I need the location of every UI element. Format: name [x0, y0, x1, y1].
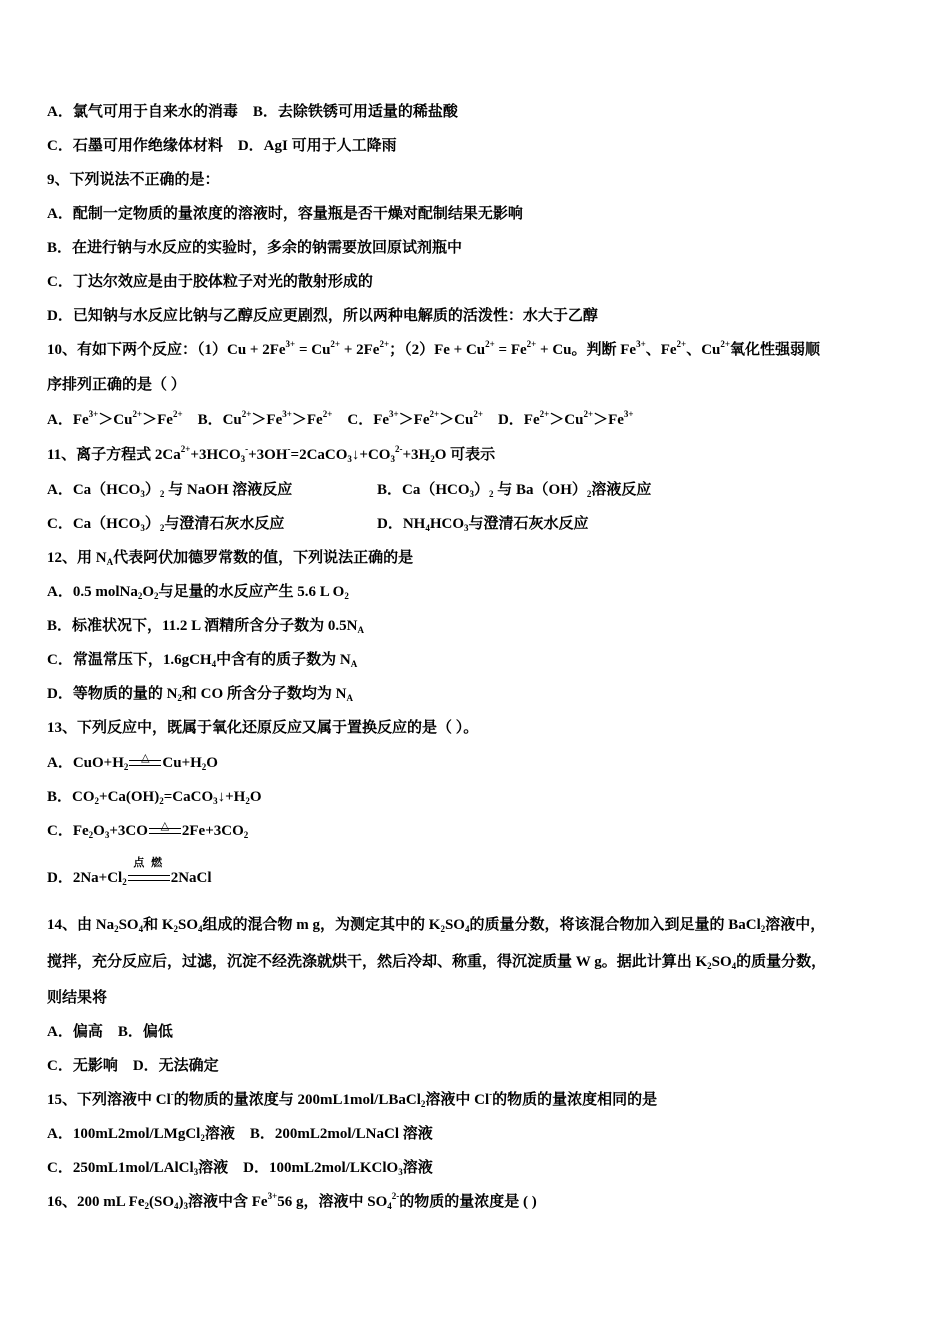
- superscript: 2+: [676, 339, 687, 349]
- text-line: [47, 170, 220, 190]
- text-line: [47, 548, 413, 568]
- text-run: 组成的混合物 m g，为测定其中的 K: [202, 917, 441, 933]
- text-run: 的物质的量浓度是 ( ): [399, 1194, 537, 1210]
- subscript: 4: [464, 924, 470, 934]
- superscript: 2+: [379, 339, 390, 349]
- text-run: C．石墨可用作绝缘体材料 D．AgI 可用于人工降雨: [47, 138, 397, 154]
- subscript: 4: [387, 1201, 392, 1211]
- superscript: 2+: [526, 339, 537, 349]
- subscript: 2: [123, 762, 129, 772]
- text-run: +3H: [402, 447, 431, 463]
- text-run: 和 K: [143, 917, 174, 933]
- subscript: 2: [177, 693, 182, 703]
- text-run: 与足量的水反应产生 5.6 L O: [158, 584, 345, 600]
- text-run: 56 g，溶液中 SO: [277, 1194, 388, 1210]
- text-line: [47, 787, 262, 807]
- option-right: [377, 480, 651, 500]
- text-run: ＞Fe: [593, 412, 624, 428]
- subscript: 3: [347, 454, 352, 464]
- text-line: [47, 684, 353, 704]
- text-run: 氧化性强弱顺: [730, 342, 821, 358]
- superscript: 3+: [389, 409, 399, 419]
- superscript: 2+: [539, 409, 550, 419]
- subscript: A: [106, 557, 114, 567]
- text-line: [47, 204, 523, 224]
- subscript: 2: [440, 924, 445, 934]
- text-run: D．等物质的量的 N: [47, 686, 178, 702]
- subscript: 2: [94, 796, 100, 806]
- subscript: 3: [390, 454, 395, 464]
- text-run: ＞Fe: [142, 412, 173, 428]
- text-run: O: [249, 789, 262, 805]
- text-run: =CaCO: [163, 789, 214, 805]
- text-run: A．100mL2mol/LMgCl: [47, 1126, 201, 1142]
- text-run: A．氯气可用于自来水的消毒 B．去除铁锈可用适量的稀盐酸: [47, 104, 458, 120]
- text-run: SO: [118, 917, 139, 933]
- subscript: 2: [245, 796, 250, 806]
- subscript: 2: [122, 877, 127, 887]
- superscript: 2+: [429, 409, 440, 419]
- subscript: A: [357, 625, 364, 635]
- superscript: -: [287, 444, 291, 454]
- text-run: 16、200 mL Fe: [47, 1194, 145, 1210]
- text-run: D．Fe: [482, 412, 540, 428]
- subscript: 2: [154, 591, 159, 601]
- text-run: ）: [474, 482, 490, 498]
- text-run: D．NH: [377, 516, 426, 532]
- superscript: 2-: [391, 1191, 400, 1201]
- text-run: 中含有的质子数为 N: [216, 652, 351, 668]
- subscript: 2: [114, 924, 119, 934]
- text-run: 与澄清石灰水反应: [164, 516, 285, 532]
- subscript: 4: [198, 924, 203, 934]
- subscript: 2: [159, 523, 165, 533]
- subscript: 4: [138, 924, 144, 934]
- text-line: [47, 1090, 657, 1110]
- subscript: 2: [144, 1201, 149, 1211]
- subscript: 2: [159, 796, 164, 806]
- text-run: 溶液中含 Fe: [188, 1194, 268, 1210]
- superscript: 2+: [241, 409, 252, 419]
- text-run: ＞Cu: [439, 412, 474, 428]
- superscript: 2+: [485, 339, 495, 349]
- text-run: +Ca(OH): [99, 789, 160, 805]
- text-run: Cu+H: [162, 755, 202, 771]
- text-run: C．丁达尔效应是由于胶体粒子对光的散射形成的: [47, 274, 373, 290]
- text-run: A．Ca（HCO: [47, 482, 141, 498]
- text-run: 15、下列溶液中 Cl: [47, 1092, 171, 1108]
- superscript: 2+: [172, 409, 183, 419]
- text-run: A．配制一定物质的量浓度的溶液时，容量瓶是否干燥对配制结果无影响: [47, 206, 523, 222]
- text-run: 的物质的量浓度与 200mL1mol/LBaCl: [173, 1092, 421, 1108]
- text-run: 9、下列说法不正确的是：: [47, 172, 220, 188]
- text-run: SO: [178, 917, 199, 933]
- subscript: 2: [200, 1133, 205, 1143]
- text-run: 溶液 B．200mL2mol/LNaCl 溶液: [204, 1126, 433, 1142]
- superscript: 2+: [330, 339, 341, 349]
- condition-label: 点 燃: [133, 857, 165, 869]
- text-run: D．2Na+Cl: [47, 870, 123, 886]
- text-run: (SO: [149, 1194, 175, 1210]
- double-line: [149, 828, 181, 834]
- text-line: [47, 753, 218, 773]
- text-run: SO: [444, 917, 465, 933]
- subscript: 3: [213, 796, 218, 806]
- text-run: ↓+H: [217, 789, 246, 805]
- text-line: [47, 616, 364, 636]
- text-run: 搅拌，充分反应后，过滤，沉淀不经洗涤就烘干，然后冷却、称重，得沉淀质量 W g。据此计算出 K: [47, 954, 708, 970]
- text-run: 溶液中，: [765, 917, 826, 933]
- subscript: 3: [469, 489, 475, 499]
- superscript: 3+: [282, 409, 292, 419]
- superscript: 2+: [132, 409, 143, 419]
- superscript: 3+: [285, 339, 296, 349]
- text-run: C．Ca（HCO: [47, 516, 141, 532]
- text-run: ）: [144, 516, 160, 532]
- text-run: +3OH: [248, 447, 288, 463]
- superscript: 2+: [583, 409, 594, 419]
- reaction-condition-arrow: [128, 857, 170, 885]
- text-run: C．常温常压下，1.6gCH: [47, 652, 212, 668]
- text-run: 与澄清石灰水反应: [468, 516, 589, 532]
- text-run: +3CO: [109, 823, 148, 839]
- text-run: 、Cu: [686, 342, 721, 358]
- text-line: [47, 915, 825, 935]
- text-run: 的质量分数，: [736, 954, 827, 970]
- text-run: 则结果将: [47, 990, 108, 1006]
- text-line: [47, 857, 212, 888]
- text-run: C．Fe: [332, 412, 390, 428]
- text-run: A．Fe: [47, 412, 89, 428]
- subscript: 2: [489, 489, 494, 499]
- text-line: [47, 306, 598, 326]
- text-run: 10、有如下两个反应：（1）Cu + 2Fe: [47, 342, 286, 358]
- subscript: 4: [211, 659, 217, 669]
- text-line: [47, 821, 248, 841]
- text-run: ；（2）Fe + Cu: [389, 342, 486, 358]
- text-run: ↓+CO: [351, 447, 391, 463]
- text-line: [47, 582, 349, 602]
- text-run: ): [178, 1194, 184, 1210]
- option-right: [377, 514, 589, 534]
- superscript: 3+: [636, 339, 646, 349]
- option-left: [47, 480, 292, 500]
- text-run: A．偏高 B．偏低: [47, 1024, 173, 1040]
- text-line: [47, 952, 826, 972]
- subscript: 2: [201, 762, 207, 772]
- text-run: + Cu。判断 Fe: [536, 342, 637, 358]
- text-line: [47, 718, 478, 738]
- text-run: O: [142, 584, 154, 600]
- text-line: [47, 410, 634, 430]
- subscript: 4: [731, 961, 737, 971]
- subscript: 3: [464, 523, 469, 533]
- text-run: O: [206, 755, 218, 771]
- text-run: 14、由 Na: [47, 917, 115, 933]
- condition-label: △: [160, 820, 170, 832]
- subscript: 2: [159, 489, 165, 499]
- subscript: 2: [173, 924, 179, 934]
- text-run: ＞Fe: [251, 412, 283, 428]
- text-run: 11、离子方程式 2Ca: [47, 447, 181, 463]
- double-line: [128, 875, 170, 881]
- superscript: 2+: [473, 409, 483, 419]
- superscript: -: [489, 1089, 493, 1099]
- subscript: 4: [174, 1201, 179, 1211]
- text-line: [47, 1022, 173, 1042]
- superscript: -: [245, 444, 249, 454]
- text-run: 序排列正确的是（ ）: [47, 377, 186, 393]
- text-run: SO: [711, 954, 732, 970]
- text-run: = Fe: [494, 342, 527, 358]
- subscript: 3: [193, 1167, 199, 1177]
- superscript: 3+: [267, 1191, 278, 1201]
- text-run: A．CuO+H: [47, 755, 124, 771]
- text-run: HCO: [429, 516, 465, 532]
- subscript: 2: [430, 454, 435, 464]
- text-run: C．无影响 D．无法确定: [47, 1058, 219, 1074]
- text-run: 溶液中 Cl: [425, 1092, 490, 1108]
- text-line: [47, 650, 357, 670]
- text-run: ＞Fe: [291, 412, 323, 428]
- text-run: O: [93, 823, 105, 839]
- subscript: 2: [707, 961, 712, 971]
- text-line: [47, 375, 186, 395]
- text-run: 代表阿伏加德罗常数的值，下列说法正确的是: [113, 550, 414, 566]
- text-run: B．Cu: [182, 412, 242, 428]
- text-run: 13、下列反应中，既属于氧化还原反应又属于置换反应的是（ ）。: [47, 720, 479, 736]
- text-run: 的质量分数，将该混合物加入到足量的 BaCl: [469, 917, 761, 933]
- subscript: 2: [586, 489, 592, 499]
- text-run: C．Fe: [47, 823, 89, 839]
- subscript: 2: [88, 830, 94, 840]
- text-run: B．标准状况下，11.2 L 酒精所含分子数为 0.5N: [47, 618, 358, 634]
- subscript: 4: [425, 523, 430, 533]
- text-run: =2CaCO: [290, 447, 348, 463]
- text-run: ）: [144, 482, 160, 498]
- condition-label: △: [141, 752, 150, 764]
- option-left: [47, 514, 284, 534]
- text-run: 、Fe: [645, 342, 677, 358]
- subscript: 3: [104, 830, 110, 840]
- text-run: B．Ca（HCO: [377, 482, 470, 498]
- text-run: 与 NaOH 溶液反应: [164, 482, 293, 498]
- text-line: [47, 102, 458, 122]
- text-run: 溶液: [402, 1160, 433, 1176]
- subscript: 3: [183, 1201, 189, 1211]
- subscript: 3: [240, 454, 246, 464]
- text-run: ＞Cu: [549, 412, 584, 428]
- text-run: C．250mL1mol/LAlCl: [47, 1160, 194, 1176]
- superscript: 2-: [394, 444, 403, 454]
- text-run: 的物质的量浓度相同的是: [492, 1092, 658, 1108]
- text-run: ＞Cu: [98, 412, 133, 428]
- superscript: -: [170, 1089, 174, 1099]
- text-run: 溶液反应: [591, 482, 652, 498]
- text-run: 12、用 N: [47, 550, 107, 566]
- superscript: 2+: [322, 409, 333, 419]
- text-run: 2Fe+3CO: [181, 823, 244, 839]
- subscript: 3: [140, 489, 145, 499]
- text-run: + 2Fe: [340, 342, 380, 358]
- subscript: 2: [760, 924, 766, 934]
- reaction-condition-arrow: [129, 752, 161, 770]
- text-line: [47, 340, 820, 360]
- text-line: [47, 238, 462, 258]
- text-run: 2NaCl: [170, 870, 212, 886]
- subscript: 2: [344, 591, 349, 601]
- text-run: = Cu: [295, 342, 331, 358]
- text-line: [47, 1192, 537, 1212]
- text-line: [47, 272, 373, 292]
- superscript: 2+: [720, 339, 731, 349]
- text-run: B．在进行钠与水反应的实验时，多余的钠需要放回原试剂瓶中: [47, 240, 463, 256]
- text-line: [47, 445, 495, 465]
- superscript: 3+: [88, 409, 99, 419]
- text-run: ＞Fe: [398, 412, 430, 428]
- subscript: A: [350, 659, 358, 669]
- text-run: D．已知钠与水反应比钠与乙醇反应更剧烈，所以两种电解质的活泼性：水大于乙醇: [47, 308, 598, 324]
- superscript: 3+: [623, 409, 634, 419]
- superscript: 2+: [180, 444, 191, 454]
- double-line: [129, 760, 161, 766]
- subscript: 3: [398, 1167, 403, 1177]
- text-line: [47, 136, 397, 156]
- text-line: [47, 1056, 219, 1076]
- text-run: 溶液 D．100mL2mol/LKClO: [198, 1160, 399, 1176]
- subscript: 3: [140, 523, 145, 533]
- subscript: 2: [420, 1099, 426, 1109]
- reaction-condition-arrow: [149, 820, 181, 838]
- text-run: B．CO: [47, 789, 95, 805]
- text-run: O 可表示: [434, 447, 496, 463]
- text-run: 与 Ba（OH）: [493, 482, 587, 498]
- text-line: [47, 1158, 433, 1178]
- text-run: A．0.5 molNa: [47, 584, 138, 600]
- subscript: 2: [137, 591, 143, 601]
- text-run: 和 CO 所含分子数均为 N: [181, 686, 347, 702]
- subscript: 2: [243, 830, 249, 840]
- text-run: +3HCO: [190, 447, 241, 463]
- text-line: [47, 988, 107, 1008]
- text-line: [47, 1124, 433, 1144]
- subscript: A: [346, 693, 354, 703]
